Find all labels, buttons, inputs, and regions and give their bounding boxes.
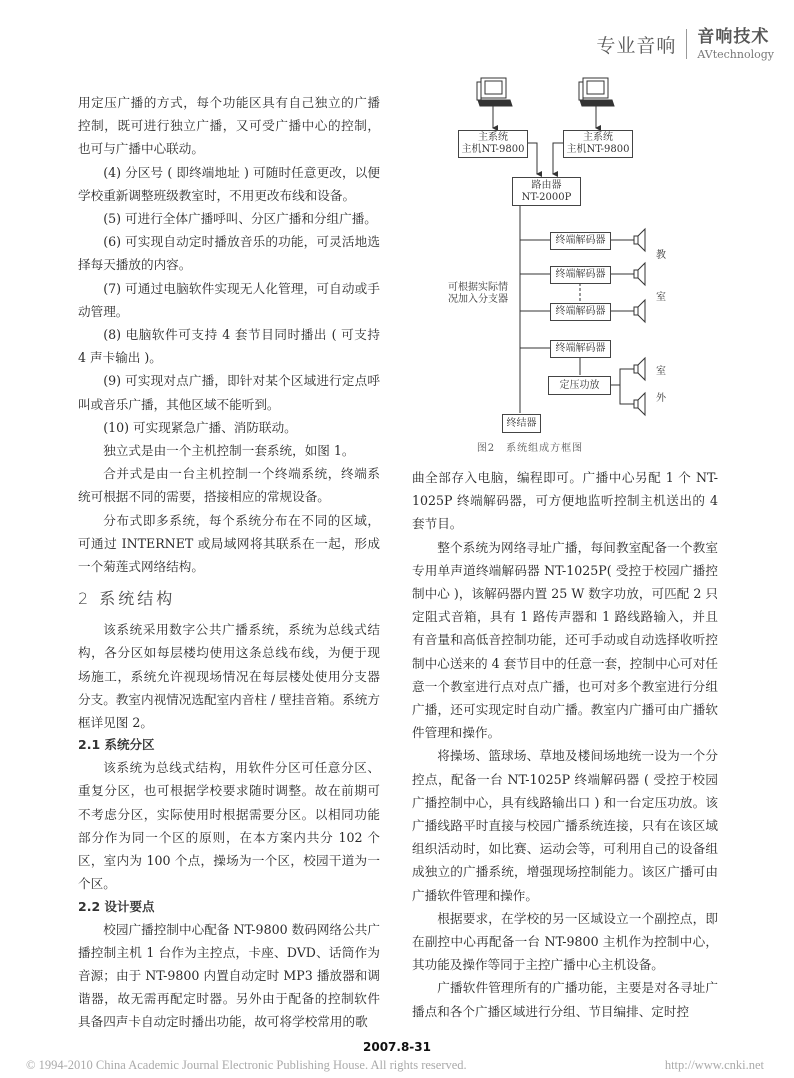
host-label: 主系统 — [478, 132, 508, 143]
host-model: 主机NT-9800 — [461, 144, 525, 155]
speaker-icon — [634, 358, 645, 380]
speaker-icon — [634, 393, 645, 415]
paragraph: 将操场、篮球场、草地及楼间场地统一设为一个分控点，配备一台 NT-1025P 终端解码器 ( 受控于校园广播控制中心，具有线路输出口 ) 和一台定压功放。该广播线路平时直接与校园广播系统连接，只有在该区域组织活动时，如比赛、运动会等，可利用自己的设备组成独立的广播系统，增强现场控制能力。该区广播可由广播软件管理和操作。 — [412, 748, 718, 903]
classroom-label-2: 室 — [656, 292, 666, 303]
system-block-diagram — [440, 70, 680, 440]
copyright-notice: © 1994-2010 China Academic Journal Electronic Publishing House. All rights reserved. — [26, 1058, 467, 1072]
speaker-icon — [634, 263, 645, 285]
decoder-box: 终端解码器 — [550, 340, 611, 358]
paragraph: 整个系统为网络寻址广播，每间教室配备一个教室专用单声道终端解码器 NT-1025P( 受控于校园广播控制中心 )，该解码器内置 25 W 数字功放，可匹配 2 只定阻式音箱，具有 1 路传声器和 1 路线路输入，并且有音量和高低音控制功能，还可手动或自动选择收听控制中心送来的 4 套节目中的任意一套，控制中心可对任意一个教室进行点对点广播，也可对多个教室进行分组广播，还可实现定时自动广播。教室内广播可由广播软件管理和操作。 — [412, 539, 718, 741]
branch-note-line: 况加入分支器 — [448, 294, 508, 305]
subsection-heading: 2.2 设计要点 — [78, 898, 155, 914]
computer-icon — [579, 78, 614, 106]
section-heading: 2 系统结构 — [78, 589, 176, 609]
list-item: (8) 电脑软件可支持 4 套节目同时播出 ( 可支持 4 声卡输出 )。 — [78, 327, 380, 366]
list-item: (5) 可进行全体广播呼叫、分区广播和分组广播。 — [103, 211, 377, 227]
list-item: (6) 可实现自动定时播放音乐的功能，可灵活地选择每天播放的内容。 — [78, 234, 380, 273]
router-box — [512, 177, 581, 206]
page-number: 2007.8-31 — [363, 1040, 431, 1054]
terminator-box: 终结器 — [502, 414, 541, 433]
paragraph: 用定压广播的方式，每个功能区具有自己独立的广播控制，既可进行独立广播，又可受广播中心的控制，也可与广播中心联动。 — [78, 95, 380, 157]
paragraph: 校园广播控制中心配备 NT-9800 数码网络公共广播控制主机 1 台作为主控点，卡座、DVD、话筒作为音源；由于 NT-9800 内置自动定时 MP3 播放器和调谐器，故无需再配定时器。另外由于配备的控制软件具备四声卡自动定时播出功能，故可将学校常用的歌 — [78, 921, 380, 1030]
list-item: (9) 可实现对点广播，即针对某个区域进行定点呼叫或音乐广播，其他区域不能听到。 — [78, 373, 380, 412]
decoder-box: 终端解码器 — [550, 232, 611, 250]
router-label: 路由器 — [531, 179, 562, 191]
journal-header — [596, 24, 774, 64]
website-link[interactable]: http://www.cnki.net — [664, 1058, 764, 1072]
list-item: (4) 分区号 ( 即终端地址 ) 可随时任意更改，以便学校重新调整班级教室时，不用更改布线和设备。 — [78, 164, 380, 203]
journal-logo-en: AVtechnology — [697, 47, 774, 61]
outdoor-label-1: 室 — [656, 366, 666, 377]
paragraph: 合并式是由一台主机控制一个终端系统，终端系统可根据不同的需要，搭接相应的常规设备。 — [78, 466, 380, 505]
decoder-box: 终端解码器 — [550, 266, 611, 284]
header-divider — [686, 29, 687, 59]
list-item: (10) 可实现紧急广播、消防联动。 — [103, 419, 297, 435]
paragraph: 分布式即多系统，每个系统分布在不同的区域，可通过 INTERNET 或局域网将其联系在一起，形成一个菊莲式网络结构。 — [78, 512, 380, 575]
figure-caption: 图2 系统组成方框图 — [476, 443, 584, 454]
amplifier-box: 定压功放 — [548, 376, 611, 395]
list-item: (7) 可通过电脑软件实现无人化管理，可自动或手动管理。 — [78, 280, 380, 319]
speaker-icon — [634, 300, 645, 322]
speaker-icon — [634, 229, 645, 251]
left-column — [78, 91, 380, 1034]
paragraph: 广播软件管理所有的广播功能，主要是对各寻址广播点和各个广播区域进行分组、节目编排、定时控 — [412, 980, 718, 1019]
decoder-box: 终端解码器 — [550, 303, 611, 321]
host-label: 主系统 — [583, 132, 613, 143]
paragraph: 根据要求，在学校的另一区域设立一个副控点，即在副控中心再配备一台 NT-9800 主机作为控制中心，其功能及操作等同于主控广播中心主机设备。 — [412, 910, 718, 973]
outdoor-label-2: 外 — [656, 393, 666, 404]
paragraph: 该系统采用数字公共广播系统，系统为总线式结构，各分区如每层楼均使用这条总线布线，为便于现场施工，系统允许视现场情况在每层楼处使用分支器分支。教室内视情况选配室内音柱 / 壁挂音箱。系统方框详见图 2。 — [78, 622, 380, 731]
paragraph: 独立式是由一个主机控制一套系统，如图 1。 — [103, 443, 355, 459]
right-column — [412, 466, 718, 1023]
router-model: NT-2000P — [521, 191, 572, 203]
subsection-heading: 2.1 系统分区 — [78, 737, 155, 753]
classroom-label-1: 教 — [656, 250, 666, 261]
journal-logo-cn: 音响技术 — [697, 26, 770, 47]
branch-note-line: 可根据实际情 — [448, 282, 508, 293]
journal-logo — [697, 26, 774, 61]
page-footer — [0, 1040, 794, 1074]
host-box-1 — [458, 130, 528, 158]
host-box-2 — [563, 130, 633, 158]
computer-icon — [477, 78, 512, 106]
paragraph: 曲全部存入电脑，编程即可。广播中心另配 1 个 NT-1025P 终端解码器，可方便地监听控制主机送出的 4 套节目。 — [412, 470, 718, 532]
branch-note — [448, 282, 514, 306]
host-model: 主机NT-9800 — [566, 144, 630, 155]
section-title: 专业音响 — [596, 34, 677, 57]
paragraph: 该系统为总线式结构，用软件分区可任意分区、重复分区，也可根据学校要求随时调整。故在前期可不考虑分区，实际使用时根据需要分区。以相同功能部分作为同一个区的原则，在本方案内共分 102 个区，室内为 100 个点，操场为一个区，校园干道为一个区。 — [78, 760, 380, 892]
